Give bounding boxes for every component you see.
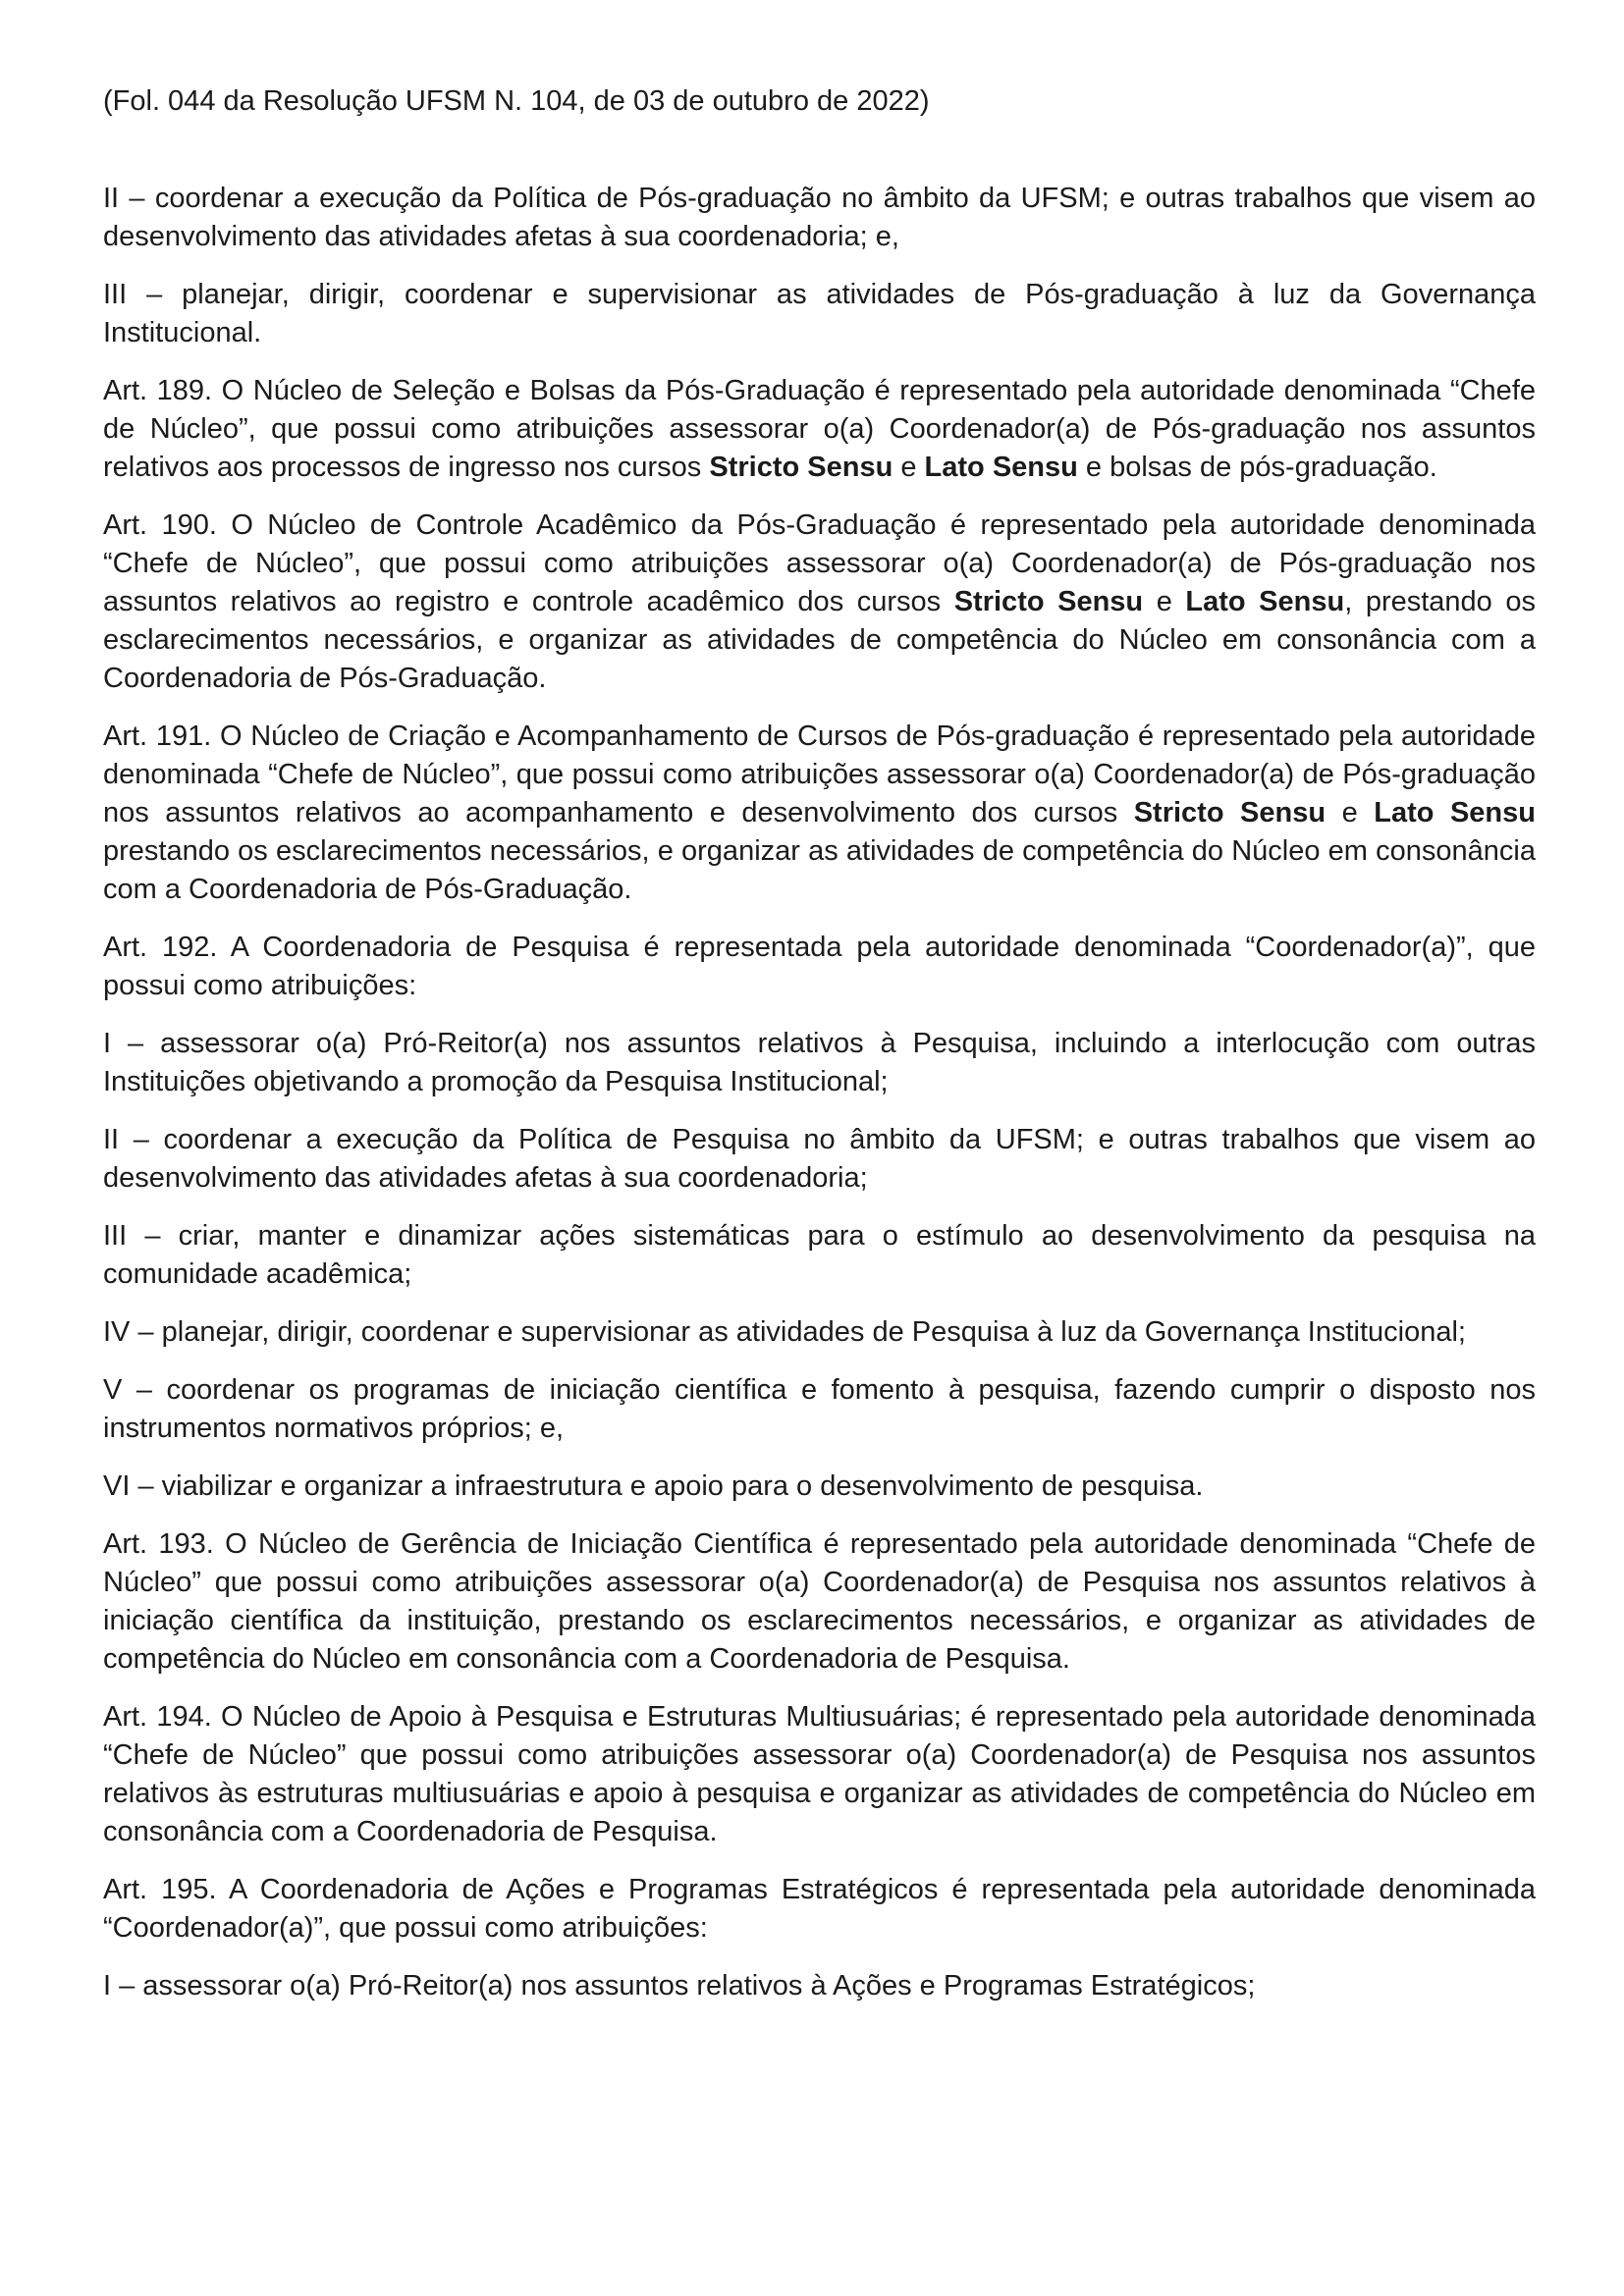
text-run: Art. 193. O Núcleo de Gerência de Iniciação Científica é representado pela autoridade denominada “Chefe de Núcleo” que possui como atribuições assessorar o(a) Coordenador(a) de Pesquisa nos assuntos relativos à iniciação científica da instituição, prestando os esclarecimentos necessários, e organizar as atividades de competência do Núcleo em consonância com a Coordenadoria de Pesquisa. <box>103 1528 1536 1675</box>
text-run: e bolsas de pós-graduação. <box>1077 452 1437 483</box>
paragraph <box>103 1698 1536 1851</box>
paragraph <box>103 507 1536 698</box>
text-run: IV – planejar, dirigir, coordenar e supervisionar as atividades de Pesquisa à luz da Governança Institucional; <box>103 1316 1466 1348</box>
paragraph <box>103 276 1536 352</box>
paragraph <box>103 1371 1536 1448</box>
paragraph <box>103 1217 1536 1294</box>
text-run: Art. 192. A Coordenadoria de Pesquisa é representada pela autoridade denominada “Coordenador(a)”, que possui como atribuições: <box>103 932 1536 1001</box>
text-run: III – criar, manter e dinamizar ações sistemáticas para o estímulo ao desenvolvimento da pesquisa na comunidade acadêmica; <box>103 1220 1536 1290</box>
text-run: Art. 195. A Coordenadoria de Ações e Programas Estratégicos é representada pela autoridade denominada “Coordenador(a)”, que possui como atribuições: <box>103 1874 1536 1944</box>
text-run: Art. 194. O Núcleo de Apoio à Pesquisa e Estruturas Multiusuárias; é representado pela autoridade denominada “Chefe de Núcleo” que possui como atribuições assessorar o(a) Coordenador(a) de Pesquisa nos assuntos relativos às estruturas multiusuárias e apoio à pesquisa e organizar as atividades de competência do Núcleo em consonância com a Coordenadoria de Pesquisa. <box>103 1701 1536 1847</box>
text-run: VI – viabilizar e organizar a infraestrutura e apoio para o desenvolvimento de pesquisa. <box>103 1470 1204 1502</box>
page-header: (Fol. 044 da Resolução UFSM N. 104, de 03 de outubro de 2022) <box>103 85 930 117</box>
text-run: e <box>1143 586 1186 617</box>
text-run: Stricto Sensu <box>953 586 1144 617</box>
paragraph <box>103 929 1536 1005</box>
paragraph <box>103 1967 1536 2005</box>
text-run: Art. 191. O Núcleo de Criação e Acompanhamento de Cursos de Pós-graduação é representado pela autoridade denominada “Chefe de Núcleo”, que possui como atribuições assessorar o(a) Coordenador(a) de Pós-graduação nos assuntos relativos ao acompanhamento e desenvolvimento dos cursos <box>103 721 1536 828</box>
text-run: e <box>893 452 925 483</box>
paragraph <box>103 180 1536 256</box>
text-run: , prestando os esclarecimentos necessários, e organizar as atividades de competência do Núcleo em consonância com a Coordenadoria de Pós-Graduação. <box>103 586 1536 694</box>
document-body <box>103 180 1536 2005</box>
text-run: Art. 190. O Núcleo de Controle Acadêmico da Pós-Graduação é representado pela autoridade denominada “Chefe de Núcleo”, que possui como atribuições assessorar o(a) Coordenador(a) de Pós-graduação nos assuntos relativos ao registro e controle acadêmico dos cursos <box>103 509 1536 617</box>
text-run: Art. 189. O Núcleo de Seleção e Bolsas da Pós-Graduação é representado pela autoridade denominada “Chefe de Núcleo”, que possui como atribuições assessorar o(a) Coordenador(a) de Pós-graduação nos assuntos relativos aos processos de ingresso nos cursos <box>103 375 1536 483</box>
text-run: Lato Sensu <box>1374 797 1536 828</box>
text-run: e <box>1326 797 1375 828</box>
text-run: II – coordenar a execução da Política de Pós-graduação no âmbito da UFSM; e outras trabalhos que visem ao desenvolvimento das atividades afetas à sua coordenadoria; e, <box>103 183 1536 252</box>
text-run: Lato Sensu <box>1185 586 1345 617</box>
text-run: I – assessorar o(a) Pró-Reitor(a) nos assuntos relativos à Pesquisa, incluindo a interlocução com outras Instituições objetivando a promoção da Pesquisa Institucional; <box>103 1028 1536 1097</box>
text-run: prestando os esclarecimentos necessários, e organizar as atividades de competência do Núcleo em consonância com a Coordenadoria de Pós-Graduação. <box>103 835 1536 905</box>
paragraph <box>103 1525 1536 1679</box>
text-run: II – coordenar a execução da Política de Pesquisa no âmbito da UFSM; e outras trabalhos que visem ao desenvolvimento das atividades afetas à sua coordenadoria; <box>103 1124 1536 1194</box>
paragraph <box>103 1871 1536 1948</box>
text-run: Lato Sensu <box>924 452 1078 483</box>
paragraph <box>103 1025 1536 1101</box>
text-run: V – coordenar os programas de iniciação científica e fomento à pesquisa, fazendo cumprir o disposto nos instrumentos normativos próprios; e, <box>103 1374 1536 1444</box>
paragraph <box>103 1121 1536 1198</box>
text-run: Stricto Sensu <box>1133 797 1326 828</box>
text-run: Stricto Sensu <box>709 452 893 483</box>
text-run: III – planejar, dirigir, coordenar e supervisionar as atividades de Pós-graduação à luz da Governança Institucional. <box>103 279 1536 348</box>
paragraph <box>103 718 1536 909</box>
paragraph <box>103 1468 1536 1506</box>
text-run: I – assessorar o(a) Pró-Reitor(a) nos assuntos relativos à Ações e Programas Estratégicos; <box>103 1970 1256 2002</box>
paragraph <box>103 372 1536 487</box>
paragraph <box>103 1313 1536 1352</box>
